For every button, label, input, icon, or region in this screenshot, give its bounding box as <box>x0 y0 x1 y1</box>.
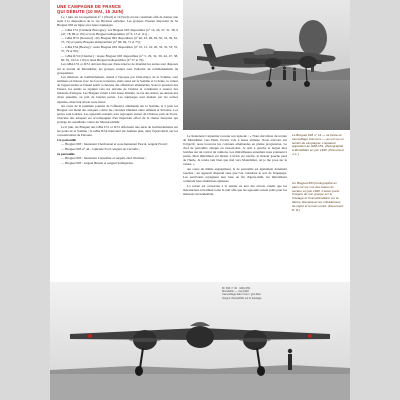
list-item: — GBA II/51 (Roussel) : dix Breguet 693 disponibles (n° 40, 43, 48, 49, 50, 52, 59, 61, 73, 74) et quatre Breguet indisponibles (n° 66, 69, 71 et 75) ; <box>61 36 178 45</box>
subheading: 1re patrouille <box>57 137 77 142</box>
aircraft-photo-bottom <box>50 282 350 400</box>
section-heading-line1: UNE CAMPAGNE DE FRANCE <box>57 4 122 9</box>
paragraph: La soirée est consacrée à la remise en état des avions, tandis que les mécaniciens travaillent toute la nuit afin que les appareils soient prêts pour les missions du lendemain. <box>183 183 287 196</box>
paragraph: Les missions de bombardement, donné à l'époque par l'état-major de la Somme, sont réalisées en liaison avec les forces terrestres, mais aussi sur la Somme et la Seine, la valeur de l'appui aérien se faisant sentir à chacune des offensives allemandes. Sous la pression des Panzer, les unités se replient vers les terrains de l'arrière et continuent à assurer des missions d'attaque. Les Breguet volent à très basse altitude, au ras des arbres, au-dessus des chars ennemis, au prix de lourdes pertes. Les équipages sont épuisés par les sorties répétées, mais leur moral reste intact. <box>57 75 178 104</box>
plate-line: Camouflage kaki / brun / gris-bleu <box>222 293 261 297</box>
plate-line: Insigne d'escadrille sur le fuselage <box>222 296 262 300</box>
list-item: — GBA I/51 (Clément Bricogne) : les Breguet 693 disponibles (n° 14, 26, 27, 31, 38, 6 (47, 78, 86 et 101) et trois Breguet indisponibles (n° 9, 15 et 111) ; <box>61 27 178 36</box>
list-item: — Breguet 693 n° 44 : capitaine Ford, sergent de Carvalho ; <box>61 146 141 151</box>
paragraph: Les GBA I/51 et II/51 doivent disposer d'une réserve de matériel les autres sont disposés sur le terrain de Montdidier, les groupes restent sous l'autorité du commandement du groupement. <box>57 62 178 75</box>
photo-caption-middle: Un Breguet 693 photographié en plein vol sur une des bases du secteur en juin 1940. L'avion porte l'insigne de son groupe sur le fuselage et l'immatriculation sur la dérive. Remarquer les mitrailleuses de capot et le train rentré. (Document D. D.) <box>292 181 344 212</box>
list-item: — Breguet 693 : lieutenant Carpentier et sergent-chef Wormser ; <box>61 156 147 161</box>
paragraph: Le 1 juin, les Groupements n° 1 (Nord) et 10 (Sud) ont été constitués afin de donner une suite à la disposition de la 1re Division aérienne. Les groupes d'assaut disposent de 52 Breguet 693 en ligne avec leurs équipages. <box>57 15 178 28</box>
section-heading-line2: QUI DÉBUTE (10 MAI, 15 JUIN) <box>57 8 124 14</box>
plate-line: Br. 693 n° 40 · GBA II/51 <box>222 287 251 290</box>
paragraph: Au cours de la première journée de l'offensive allemande sur la Somme, le 5 juin, les Breguet ont mené des attaques contre les colonnes blindées entre Amiens et Péronne. Les pertes sont lourdes. Les appareils restants sont regroupés autour de Chartres puis de Tours. Chacune des attaques est accompagnée d'un important effort de la chasse française qui protège les assaillants contre les Messerschmitt. <box>57 104 178 125</box>
plate-line: Montdidier — mai 1940 <box>222 290 249 294</box>
aircraft-plate-legend <box>222 287 292 300</box>
article-left-column <box>57 15 178 307</box>
list-item: — Breguet 693 : sergent Brunet et sergent Salingardes. <box>61 160 134 165</box>
section-heading <box>57 5 177 14</box>
article-right-column <box>183 134 287 282</box>
subheading: 2e patrouille <box>57 151 75 156</box>
paragraph: Le lieutenant Carpentier raconte son épisode : « Nous décollons du terrain de Montdidier vers Ham, l'avion vole à basse altitude. Nous arrivons sur l'objectif, nous trouvons les colonnes allemandes en pleine progression. Le chef de patrouille attaque en rase-mottes. Je suis à gauche et largue mes bombes sur un convoi de camions. Les mitrailleuses ennemies nous prennent à partie. Mon mitrailleur est blessé. L'avion est touché, le moteur gauche perd de l'huile. Je rentre tant bien que mal vers Montdidier, où je me pose sur le ventre. » <box>183 134 287 167</box>
paragraph: Le 6 juin, les Breguet des GBA I/51 et II/51 effectuent une série de bombardements sur les ponts de la Somme ; le GBA II/54 intervient sur Aumale puis, dans l'après-midi, sur les concentrations de Péronne. <box>57 124 178 138</box>
paragraph: Au cours du même engagement, la 2e patrouille est également durement touchée ; un appareil disparaît sans que l'on connaisse le sort de l'équipage. Les survivants rejoignent leur base en fin d'après-midi, les mitrailleurs comptant leurs munitions épuisées. <box>183 166 287 184</box>
photo-caption-top: Le Breguet 693 n° 14 — sa livrée en camouflage trois tons — au sol sur un terrain de campagne. L'appareil appartient au GBA I/51, photographié à Montdidier en juin 1940. (Document J.-L.) <box>292 133 344 156</box>
list-item: — GBA I/54 (Bessay) : seize Breguet 693 disponibles (n° 10, 12, 16, 20, 33, 35, 53, 55, 57, 79 et 90) ; <box>61 45 178 54</box>
magazine-page <box>50 0 350 400</box>
list-item: — GBA II/54 (Chartier) : douze Breguet 693 disponibles (n° 5, 29, 32, 39, 44, 47, 58, 60, 81, 102 et 110) et deux Breguet indisponibles (n° 57 et 70). <box>61 53 178 62</box>
aircraft-photo-top <box>183 0 350 130</box>
list-item: — Breguet 693 : lieutenant Charbonnel et sous-lieutenant Pascal, sergent Picard ; <box>61 142 169 147</box>
